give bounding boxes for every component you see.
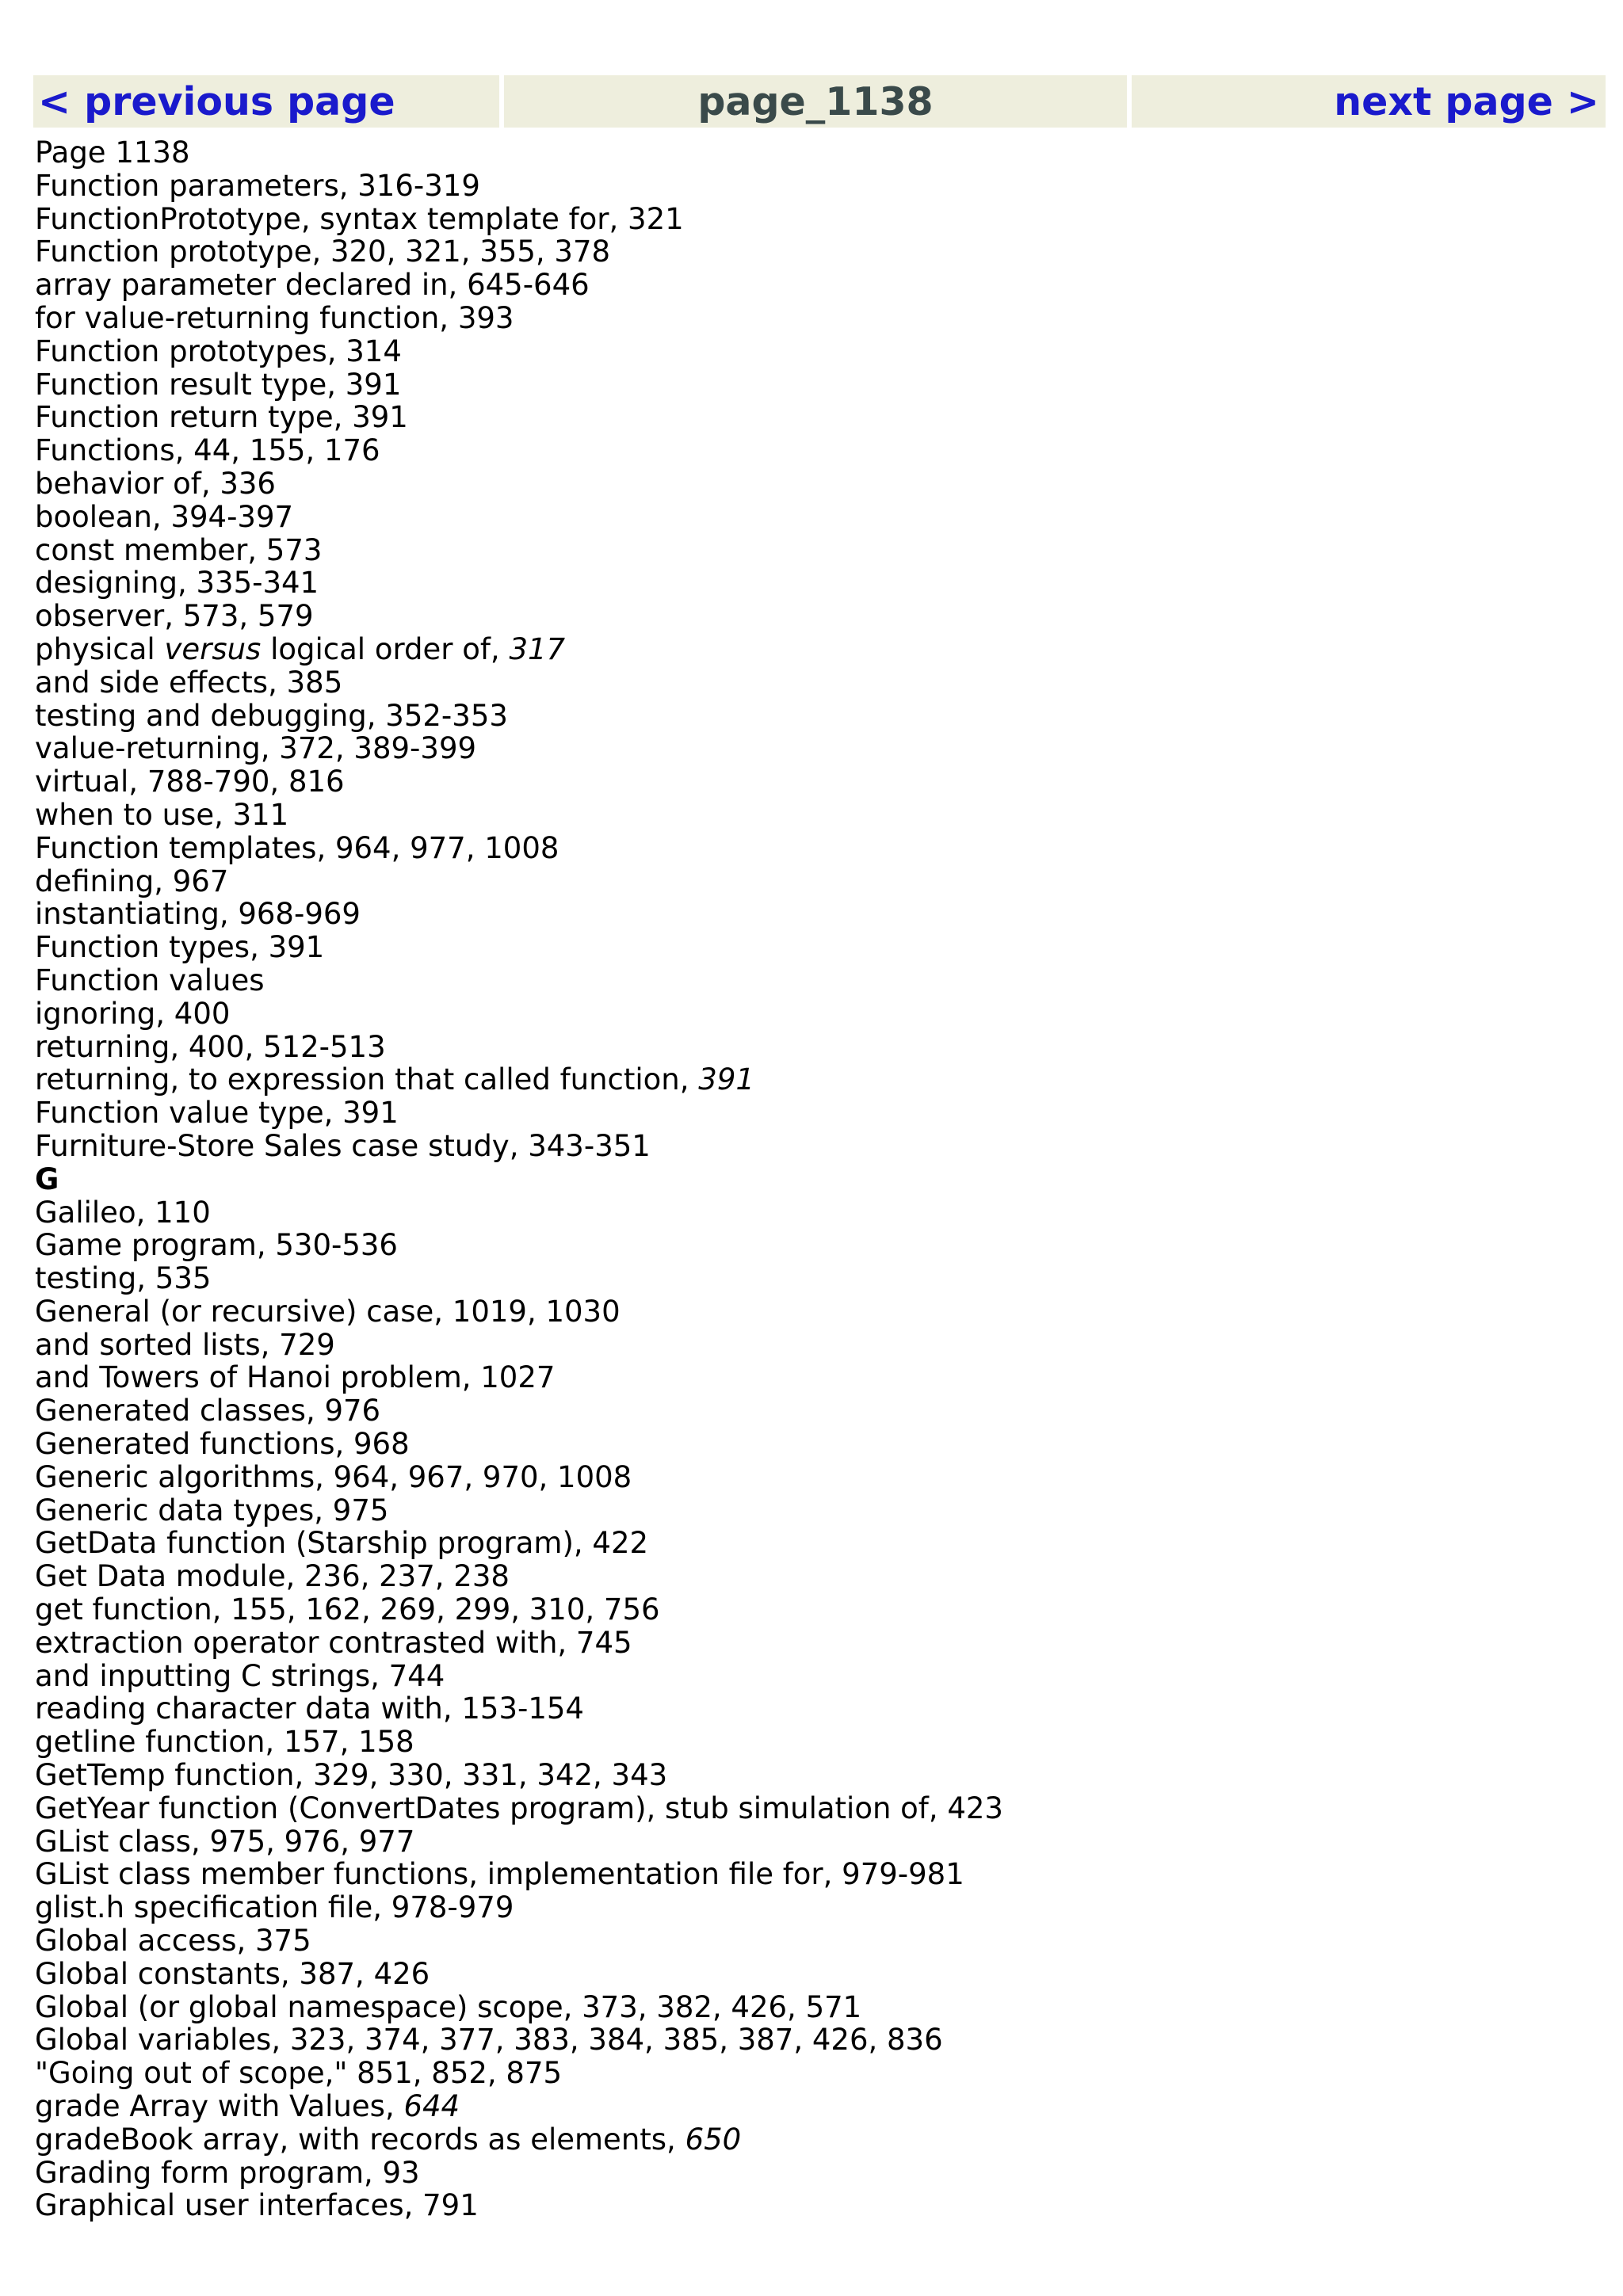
page-navigation-bar (33, 75, 1606, 128)
index-entry (35, 136, 1588, 170)
index-entry-text: gradeBook array, with records as elements, (35, 2122, 685, 2157)
index-entry-text: Page 1138 (35, 135, 190, 170)
next-page-link[interactable]: next page > (1132, 75, 1606, 128)
index-entry (35, 1130, 1588, 1163)
index-entry-text: reading character data with, 153-154 (35, 1691, 584, 1726)
index-entry-text: grade Array with Values, (35, 2089, 404, 2124)
index-entry-text: for value-returning function, 393 (35, 300, 514, 335)
index-entry (35, 335, 1588, 368)
index-entry (35, 997, 1588, 1031)
index-entry (35, 1394, 1588, 1428)
index-entry-text: and Towers of Hanoi problem, 1027 (35, 1360, 556, 1395)
index-entry (35, 467, 1588, 501)
index-entry (35, 832, 1588, 865)
index-entry-text: returning, 400, 512-513 (35, 1029, 386, 1064)
index-entry (35, 1262, 1588, 1295)
index-entry-text: defining, 967 (35, 864, 229, 898)
index-entry-text: General (or recursive) case, 1019, 1030 (35, 1294, 621, 1329)
index-entry (35, 931, 1588, 964)
index-entry (35, 1063, 1588, 1097)
index-entry (35, 1726, 1588, 1759)
index-entry (35, 633, 1588, 666)
index-entry (35, 1759, 1588, 1792)
index-entry (35, 799, 1588, 832)
index-entry-text: behavior of, 336 (35, 466, 276, 501)
index-entry-text: logical order of, (261, 631, 510, 666)
index-entry-text: ignoring, 400 (35, 996, 231, 1031)
index-entry-text: getline function, 157, 158 (35, 1725, 414, 1760)
index-entry-text: GList class member functions, implementation file for, 979-981 (35, 1857, 964, 1892)
index-entry (35, 203, 1588, 236)
index-entry-text: Function result type, 391 (35, 367, 402, 402)
index-entry-text: Function return type, 391 (35, 400, 408, 435)
index-entry-emphasis: 644 (403, 2089, 460, 2124)
index-entry (35, 302, 1588, 335)
index-entry-emphasis: 650 (685, 2122, 742, 2157)
index-entry (35, 1196, 1588, 1230)
index-entry-text: Galileo, 110 (35, 1195, 211, 1230)
index-entry (35, 269, 1588, 302)
index-entry (35, 865, 1588, 898)
index-entry-text: const member, 573 (35, 532, 323, 567)
index-entry-list (35, 136, 1588, 2222)
index-entry (35, 1461, 1588, 1494)
index-entry (35, 666, 1588, 700)
index-entry-text: Function prototypes, 314 (35, 334, 402, 368)
index-entry (35, 1660, 1588, 1693)
index-entry (35, 2023, 1588, 2057)
page-title: page_1138 (504, 75, 1127, 128)
index-entry (35, 1792, 1588, 1825)
index-entry-text: Function templates, 964, 977, 1008 (35, 830, 559, 865)
index-entry-text: Global constants, 387, 426 (35, 1956, 430, 1991)
index-entry (35, 1858, 1588, 1891)
index-entry (35, 2189, 1588, 2222)
index-entry-text: GetTemp function, 329, 330, 331, 342, 343 (35, 1758, 668, 1793)
index-entry (35, 1295, 1588, 1329)
index-entry (35, 1560, 1588, 1593)
index-entry-text: Get Data module, 236, 237, 238 (35, 1559, 510, 1594)
index-entry-text: array parameter declared in, 645-646 (35, 268, 590, 303)
index-entry (35, 2123, 1588, 2157)
index-entry (35, 1627, 1588, 1660)
index-entry (35, 732, 1588, 765)
index-entry-text: testing and debugging, 352-353 (35, 698, 508, 733)
index-entry-text: Generated functions, 968 (35, 1427, 410, 1462)
index-entry (35, 1494, 1588, 1527)
index-entry (35, 898, 1588, 931)
index-entry (35, 1958, 1588, 1991)
index-entry-text: instantiating, 968-969 (35, 897, 361, 932)
index-entry-text: observer, 573, 579 (35, 599, 314, 634)
index-entry (35, 235, 1588, 269)
index-entry (35, 1361, 1588, 1394)
index-entry-emphasis: 317 (509, 631, 566, 666)
index-entry (35, 401, 1588, 434)
previous-page-link[interactable]: < previous page (33, 75, 499, 128)
index-entry-text: physical (35, 631, 165, 666)
index-entry (35, 368, 1588, 402)
index-entry-text: when to use, 311 (35, 797, 289, 832)
index-entry (35, 170, 1588, 203)
index-entry-text: GList class, 975, 976, 977 (35, 1824, 415, 1859)
index-entry-text: GetData function (Starship program), 422 (35, 1526, 649, 1561)
index-entry (35, 2090, 1588, 2123)
index-entry-text: designing, 335-341 (35, 566, 319, 601)
index-entry-text: glist.h specification file, 978-979 (35, 1890, 514, 1925)
index-entry-emphasis: versus (164, 631, 262, 666)
index-entry (35, 534, 1588, 567)
index-entry (35, 1891, 1588, 1924)
index-entry (35, 2057, 1588, 2090)
index-entry (35, 1097, 1588, 1130)
index-entry (35, 1593, 1588, 1627)
index-entry-text: extraction operator contrasted with, 745 (35, 1625, 632, 1660)
index-entry-text: Game program, 530-536 (35, 1228, 398, 1263)
index-entry-text: Function values (35, 963, 265, 997)
index-entry-text: Function prototype, 320, 321, 355, 378 (35, 235, 611, 269)
index-entry (35, 1924, 1588, 1958)
index-entry (35, 1527, 1588, 1560)
index-entry-text: Function value type, 391 (35, 1096, 399, 1131)
index-entry (35, 1825, 1588, 1859)
index-entry-text: Functions, 44, 155, 176 (35, 433, 380, 468)
index-entry (35, 700, 1588, 733)
index-entry (35, 600, 1588, 633)
index-entry-text: boolean, 394-397 (35, 499, 294, 534)
index-entry (35, 1329, 1588, 1362)
index-entry-text: Grading form program, 93 (35, 2155, 420, 2190)
index-entry-text: Generic data types, 975 (35, 1493, 389, 1527)
index-entry (35, 1991, 1588, 2024)
index-entry-text: Function types, 391 (35, 930, 325, 965)
index-entry-text: FunctionPrototype, syntax template for, 321 (35, 201, 684, 236)
index-entry-text: G (35, 1161, 59, 1196)
index-entry-text: Global (or global namespace) scope, 373, 382, 426, 571 (35, 1989, 862, 2024)
index-entry-text: testing, 535 (35, 1261, 212, 1296)
index-entry-text: get function, 155, 162, 269, 299, 310, 756 (35, 1592, 660, 1627)
index-entry-text: virtual, 788-790, 816 (35, 765, 345, 799)
index-entry-text: Generated classes, 976 (35, 1394, 381, 1428)
index-entry-emphasis: 391 (698, 1062, 754, 1097)
index-entry (35, 434, 1588, 467)
index-entry (35, 964, 1588, 997)
index-entry (35, 1229, 1588, 1262)
index-entry-text: Generic algorithms, 964, 967, 970, 1008 (35, 1459, 632, 1494)
index-entry (35, 566, 1588, 600)
index-entry-text: Function parameters, 316-319 (35, 168, 480, 203)
index-entry-text: and inputting C strings, 744 (35, 1658, 445, 1693)
index-entry-text: Global variables, 323, 374, 377, 383, 384, 385, 387, 426, 836 (35, 2023, 943, 2058)
index-entry (35, 2157, 1588, 2190)
index-entry (35, 765, 1588, 799)
index-entry-text: and sorted lists, 729 (35, 1327, 335, 1362)
index-entry-text: Furniture-Store Sales case study, 343-351 (35, 1128, 651, 1163)
index-entry (35, 1031, 1588, 1064)
index-entry (35, 501, 1588, 534)
index-entry-text: and side effects, 385 (35, 665, 343, 700)
index-entry (35, 1428, 1588, 1461)
index-entry-text: value-returning, 372, 389-399 (35, 731, 477, 766)
index-entry (35, 1692, 1588, 1726)
index-entry-text: Graphical user interfaces, 791 (35, 2188, 479, 2223)
index-entry-text: "Going out of scope," 851, 852, 875 (35, 2056, 563, 2091)
index-letter-heading (35, 1163, 1588, 1196)
index-entry-text: GetYear function (ConvertDates program), stub simulation of, 423 (35, 1791, 1003, 1825)
index-entry-text: Global access, 375 (35, 1924, 311, 1958)
index-entry-text: returning, to expression that called function, (35, 1062, 699, 1097)
